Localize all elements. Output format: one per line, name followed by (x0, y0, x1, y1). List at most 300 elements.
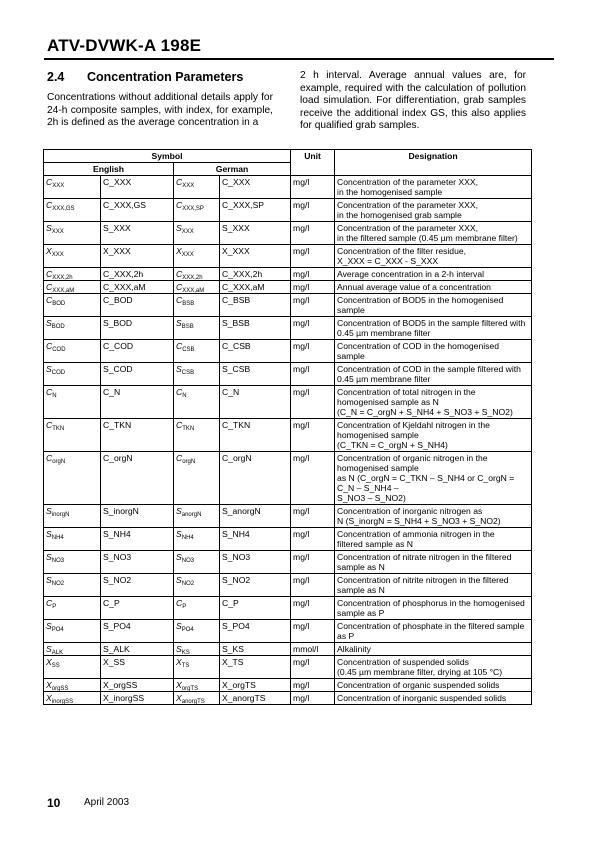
english-code: C_N (101, 386, 174, 419)
german-symbol-letter: C (176, 387, 183, 397)
english-symbol-index: COD (51, 370, 66, 376)
english-code: S_NH4 (101, 528, 174, 551)
unit-cell: mg/l (291, 363, 335, 386)
german-code: S_BSB (220, 317, 291, 340)
designation-line: Concentration of inorganic nitrogen as (337, 506, 483, 516)
english-symbol-letter: C (46, 453, 53, 463)
german-code: X_anorgTS (220, 692, 291, 705)
table-row (44, 528, 532, 551)
english-symbol-letter: S (46, 644, 52, 654)
german-symbol (174, 268, 220, 281)
designation-header: Designation (335, 150, 532, 176)
german-code: C_XXX (220, 176, 291, 199)
english-symbol-index: SS (51, 663, 60, 669)
english-code: S_ALK (101, 643, 174, 656)
unit-cell: mg/l (291, 692, 335, 705)
english-symbol-index: TKN (52, 426, 65, 432)
german-symbol (174, 574, 220, 597)
english-symbol-letter: C (46, 200, 53, 210)
german-code: S_PO4 (220, 620, 291, 643)
unit-cell: mg/l (291, 505, 335, 528)
english-symbol-index: orgN (52, 459, 66, 465)
unit-cell: mg/l (291, 340, 335, 363)
german-code: C_N (220, 386, 291, 419)
english-symbol-index: NO3 (51, 558, 65, 564)
english-symbol-letter: S (46, 506, 52, 516)
designation-line: Concentration of inorganic suspended solids (337, 693, 507, 703)
designation-line: Concentration of COD in the sample filtered with (337, 364, 521, 374)
german-code: S_NO2 (220, 574, 291, 597)
english-symbol-letter: S (46, 529, 52, 539)
english-symbol-index: inorgN (51, 512, 70, 518)
english-symbol-letter: S (46, 575, 52, 585)
english-symbol (44, 656, 101, 679)
english-symbol-index: PO4 (51, 627, 64, 633)
section-number: 2.4 (47, 70, 65, 84)
english-code: S_BOD (101, 317, 174, 340)
designation-cell (335, 452, 532, 505)
table-row (44, 574, 532, 597)
designation-line: Concentration of COD in the homogenised sample (337, 341, 499, 361)
english-code: X_XXX (101, 245, 174, 268)
german-symbol (174, 222, 220, 245)
english-code: C_XXX,aM (101, 281, 174, 294)
german-symbol-index: BSB (181, 324, 194, 330)
table-row (44, 222, 532, 245)
designation-cell (335, 620, 532, 643)
english-symbol-letter: S (46, 318, 52, 328)
german-symbol (174, 597, 220, 620)
designation-cell (335, 268, 532, 281)
english-symbol-letter: S (46, 621, 52, 631)
german-symbol (174, 452, 220, 505)
english-symbol-letter: C (46, 341, 53, 351)
unit-cell: mg/l (291, 597, 335, 620)
designation-line: sample as N (337, 585, 385, 595)
unit-header: Unit (291, 150, 335, 176)
english-code: S_PO4 (101, 620, 174, 643)
table-row (44, 643, 532, 656)
table-row (44, 452, 532, 505)
german-symbol-index: XXX (181, 229, 194, 235)
designation-line: homogenised sample (337, 463, 419, 473)
english-symbol (44, 505, 101, 528)
designation-line: 0.45 µm membrane filter (337, 328, 431, 338)
document-title: ATV-DVWK-A 198E (47, 36, 202, 55)
english-symbol (44, 528, 101, 551)
german-symbol-index: XXX (182, 183, 195, 189)
designation-line: Concentration of the filter residue, (337, 246, 467, 256)
designation-line: in the homogenised grab sample (337, 210, 462, 220)
german-code: C_TKN (220, 419, 291, 452)
german-code: C_XXX,2h (220, 268, 291, 281)
section-heading (47, 70, 273, 84)
english-symbol-index: BOD (51, 324, 65, 330)
english-code: C_TKN (101, 419, 174, 452)
english-symbol-index: P (52, 604, 57, 610)
german-symbol (174, 692, 220, 705)
german-symbol-letter: S (176, 621, 182, 631)
english-symbol-letter: S (46, 223, 52, 233)
english-symbol (44, 340, 101, 363)
designation-line: Concentration of BOD5 in the sample filtered with (337, 318, 526, 328)
designation-cell (335, 294, 532, 317)
english-symbol-letter: X (46, 693, 52, 703)
german-symbol-letter: C (176, 177, 183, 187)
german-symbol-letter: S (176, 575, 182, 585)
english-symbol (44, 222, 101, 245)
german-symbol-letter: X (176, 246, 182, 256)
table-row (44, 281, 532, 294)
german-symbol (174, 679, 220, 692)
right-column (300, 70, 526, 133)
designation-line: Concentration of the parameter XXX, (337, 223, 478, 233)
english-symbol-letter: C (46, 282, 53, 292)
german-symbol-letter: C (176, 282, 183, 292)
english-symbol (44, 452, 101, 505)
designation-line: X_XXX = C_XXX - S_XXX (337, 256, 439, 266)
table-body (44, 176, 532, 705)
german-symbol-index: anorgTS (181, 699, 205, 705)
table-row (44, 692, 532, 705)
english-symbol-letter: C (46, 387, 53, 397)
english-symbol (44, 574, 101, 597)
german-symbol (174, 551, 220, 574)
table-row (44, 551, 532, 574)
english-symbol (44, 620, 101, 643)
designation-cell (335, 363, 532, 386)
unit-cell: mg/l (291, 386, 335, 419)
designation-line: Concentration of total nitrogen in the (337, 387, 476, 397)
english-code: C_orgN (101, 452, 174, 505)
german-symbol-index: orgTS (181, 686, 199, 692)
unit-cell: mg/l (291, 176, 335, 199)
designation-line: (C_N = C_orgN + S_NH4 + S_NO3 + S_NO2) (337, 407, 513, 417)
unit-cell: mg/l (291, 620, 335, 643)
german-symbol (174, 340, 220, 363)
english-code: C_XXX (101, 176, 174, 199)
german-symbol-index: NO3 (181, 558, 195, 564)
table-row (44, 620, 532, 643)
title-rule (44, 58, 554, 60)
german-symbol-index: TKN (182, 426, 195, 432)
english-symbol-letter: X (46, 680, 52, 690)
german-symbol (174, 317, 220, 340)
german-symbol-index: N (182, 393, 187, 399)
page-number: 10 (47, 796, 61, 810)
english-code: X_orgSS (101, 679, 174, 692)
german-symbol-letter: C (176, 341, 183, 351)
designation-line: Concentration of nitrite nitrogen in the filtered (337, 575, 509, 585)
designation-line: as P (337, 631, 355, 641)
german-code: S_KS (220, 643, 291, 656)
german-symbol (174, 245, 220, 268)
english-code: S_NO2 (101, 574, 174, 597)
german-symbol (174, 620, 220, 643)
unit-cell: mg/l (291, 528, 335, 551)
german-symbol-letter: X (176, 657, 182, 667)
german-symbol-letter: C (176, 269, 183, 279)
german-code: X_TS (220, 656, 291, 679)
german-symbol-letter: S (176, 506, 182, 516)
english-code: S_COD (101, 363, 174, 386)
german-symbol-index: TS (181, 663, 190, 669)
english-symbol-index: N (52, 393, 57, 399)
designation-cell (335, 317, 532, 340)
table-row (44, 656, 532, 679)
designation-cell (335, 597, 532, 620)
designation-cell (335, 656, 532, 679)
german-code: C_BSB (220, 294, 291, 317)
designation-cell (335, 679, 532, 692)
unit-cell: mg/l (291, 551, 335, 574)
german-symbol-index: CSB (182, 347, 195, 353)
english-symbol (44, 419, 101, 452)
german-symbol-letter: C (176, 453, 183, 463)
table-row (44, 176, 532, 199)
designation-line: Concentration of phosphorus in the homogenised (337, 598, 525, 608)
german-symbol-letter: X (176, 693, 182, 703)
designation-cell (335, 340, 532, 363)
unit-cell: mg/l (291, 294, 335, 317)
designation-line: in the homogenised sample (337, 187, 443, 197)
designation-line: sample as N (337, 562, 385, 572)
german-symbol-letter: C (176, 200, 183, 210)
unit-cell: mg/l (291, 419, 335, 452)
german-symbol-index: XXX,SP (182, 206, 204, 212)
designation-cell (335, 386, 532, 419)
footer-date: April 2003 (84, 797, 130, 808)
english-symbol-index: XXX,GS (52, 206, 75, 212)
designation-line: Concentration of organic nitrogen in the (337, 453, 488, 463)
english-symbol-index: NO2 (51, 581, 65, 587)
english-code: S_NO3 (101, 551, 174, 574)
left-paragraph: Concentrations without additional details apply for 24-h composite samples, with index, for example, 2h is defined as the average concentration in a (47, 92, 273, 128)
designation-line: (0.45 µm membrane filter, drying at 105 °C) (337, 667, 503, 677)
german-symbol-index: P (182, 604, 187, 610)
german-symbol (174, 363, 220, 386)
german-symbol-index: XXX,2h (182, 275, 203, 281)
table-row (44, 679, 532, 692)
german-code: S_NO3 (220, 551, 291, 574)
german-code: C_orgN (220, 452, 291, 505)
english-symbol (44, 176, 101, 199)
left-column (47, 70, 273, 130)
english-symbol-letter: X (46, 246, 52, 256)
german-symbol (174, 176, 220, 199)
german-symbol (174, 294, 220, 317)
german-code: C_XXX,SP (220, 199, 291, 222)
unit-cell: mg/l (291, 281, 335, 294)
section-title: Concentration Parameters (87, 70, 244, 84)
english-symbol-index: XXX,aM (52, 288, 75, 294)
designation-cell (335, 281, 532, 294)
designation-line: in the filtered sample (0.45 µm membrane filter) (337, 233, 518, 243)
german-symbol-letter: S (176, 364, 182, 374)
table-row (44, 245, 532, 268)
english-symbol-letter: C (46, 177, 53, 187)
english-symbol (44, 386, 101, 419)
german-code: C_CSB (220, 340, 291, 363)
designation-cell (335, 176, 532, 199)
english-code: C_XXX,2h (101, 268, 174, 281)
english-symbol (44, 692, 101, 705)
english-symbol (44, 551, 101, 574)
english-symbol-letter: C (46, 269, 53, 279)
designation-line: Concentration of suspended solids (337, 657, 469, 667)
table-row (44, 386, 532, 419)
designation-line: Concentration of Kjeldahl nitrogen in the (337, 420, 490, 430)
english-code: S_inorgN (101, 505, 174, 528)
designation-line: N (S_inorgN = S_NH4 + S_NO3 + S_NO2) (337, 516, 501, 526)
designation-line: Alkalinity (337, 644, 371, 654)
designation-line: Concentration of phosphate in the filtered sample (337, 621, 525, 631)
english-symbol-index: ALK (51, 650, 64, 656)
designation-cell (335, 245, 532, 268)
designation-line: filtered sample as N (337, 539, 413, 549)
designation-cell (335, 419, 532, 452)
english-code: C_BOD (101, 294, 174, 317)
designation-line: homogenised sample as N (337, 397, 439, 407)
english-symbol (44, 643, 101, 656)
unit-cell: mg/l (291, 245, 335, 268)
table-row (44, 363, 532, 386)
designation-line: (C_TKN = C_orgN + S_NH4) (337, 440, 448, 450)
german-code: X_XXX (220, 245, 291, 268)
english-symbol (44, 281, 101, 294)
english-symbol-letter: C (46, 420, 53, 430)
designation-line: Concentration of ammonia nitrogen in the (337, 529, 495, 539)
german-code: S_CSB (220, 363, 291, 386)
designation-cell (335, 574, 532, 597)
designation-line: sample as P (337, 608, 385, 618)
designation-line: 0.45 µm membrane filter (337, 374, 431, 384)
table-row (44, 268, 532, 281)
english-symbol-index: inorgSS (51, 699, 74, 705)
english-symbol (44, 245, 101, 268)
german-symbol-letter: S (176, 644, 182, 654)
german-symbol-letter: S (176, 318, 182, 328)
unit-cell: mg/l (291, 222, 335, 245)
german-symbol-letter: C (176, 295, 183, 305)
german-header: German (174, 163, 291, 176)
unit-cell: mg/l (291, 656, 335, 679)
symbols-table (43, 149, 532, 705)
german-symbol-index: XXX,aM (182, 288, 205, 294)
german-symbol (174, 528, 220, 551)
german-symbol-letter: S (176, 529, 182, 539)
english-code: S_XXX (101, 222, 174, 245)
german-symbol (174, 505, 220, 528)
german-symbol (174, 199, 220, 222)
german-symbol-index: orgN (182, 459, 196, 465)
designation-line: Concentration of organic suspended solids (337, 680, 500, 690)
english-symbol-letter: C (46, 598, 53, 608)
german-symbol-letter: C (176, 598, 183, 608)
designation-cell (335, 692, 532, 705)
english-symbol (44, 597, 101, 620)
german-symbol (174, 281, 220, 294)
designation-cell (335, 528, 532, 551)
table-row (44, 317, 532, 340)
designation-cell (335, 643, 532, 656)
designation-cell (335, 199, 532, 222)
german-symbol-index: XXX (181, 252, 194, 258)
german-symbol (174, 386, 220, 419)
english-code: C_P (101, 597, 174, 620)
english-code: X_inorgSS (101, 692, 174, 705)
german-symbol-index: PO4 (181, 627, 194, 633)
designation-cell (335, 222, 532, 245)
english-code: C_XXX,GS (101, 199, 174, 222)
unit-cell: mg/l (291, 317, 335, 340)
unit-cell: mg/l (291, 574, 335, 597)
german-code: C_XXX,aM (220, 281, 291, 294)
unit-cell: mg/l (291, 452, 335, 505)
english-symbol-index: XXX (52, 183, 65, 189)
designation-line: Concentration of the parameter XXX, (337, 177, 478, 187)
german-symbol-letter: S (176, 223, 182, 233)
right-paragraph: 2 h interval. Average annual values are, for example, required with the calculation of pollution load simulation. For differentiation, grab samples receive the additional index GS, this also applies for qualified grab samples. (300, 70, 526, 131)
english-symbol-index: XXX,2h (52, 275, 73, 281)
german-code: X_orgTS (220, 679, 291, 692)
german-code: S_XXX (220, 222, 291, 245)
english-symbol (44, 199, 101, 222)
english-code: C_COD (101, 340, 174, 363)
german-symbol-letter: X (176, 680, 182, 690)
unit-cell: mg/l (291, 268, 335, 281)
designation-line: S_NO3 – S_NO2) (337, 493, 406, 503)
german-symbol-letter: C (176, 420, 183, 430)
english-symbol-index: BOD (52, 301, 66, 307)
english-symbol (44, 317, 101, 340)
designation-line: Concentration of BOD5 in the homogenised sample (337, 295, 504, 315)
designation-line: Average concentration in a 2-h interval (337, 269, 485, 279)
designation-line: as N (C_orgN = C_TKN – S_NH4 or C_orgN = C_N – S_NH4 – (337, 473, 515, 493)
english-symbol (44, 679, 101, 692)
english-symbol (44, 294, 101, 317)
designation-line: Concentration of the parameter XXX, (337, 200, 478, 210)
unit-cell: mmol/l (291, 643, 335, 656)
german-code: C_P (220, 597, 291, 620)
english-symbol-index: NH4 (51, 535, 64, 541)
table-row (44, 294, 532, 317)
unit-cell: mg/l (291, 679, 335, 692)
english-symbol (44, 268, 101, 281)
german-symbol (174, 643, 220, 656)
english-code: X_SS (101, 656, 174, 679)
german-symbol-index: NH4 (181, 535, 194, 541)
table-row (44, 597, 532, 620)
german-symbol (174, 419, 220, 452)
english-header: English (44, 163, 174, 176)
english-symbol-index: COD (52, 347, 66, 353)
designation-line: Concentration of nitrate nitrogen in the filtered (337, 552, 512, 562)
table-row (44, 199, 532, 222)
german-symbol-index: BSB (182, 301, 195, 307)
designation-line: Annual average value of a concentration (337, 282, 491, 292)
designation-line: homogenised sample (337, 430, 419, 440)
symbol-header: Symbol (44, 150, 291, 163)
unit-cell: mg/l (291, 199, 335, 222)
german-symbol-index: KS (181, 650, 190, 656)
german-symbol-index: NO2 (181, 581, 195, 587)
german-symbol-index: anorgN (181, 512, 202, 518)
german-code: S_NH4 (220, 528, 291, 551)
english-symbol-index: XXX (51, 252, 64, 258)
german-symbol-letter: S (176, 552, 182, 562)
english-symbol-index: XXX (51, 229, 64, 235)
